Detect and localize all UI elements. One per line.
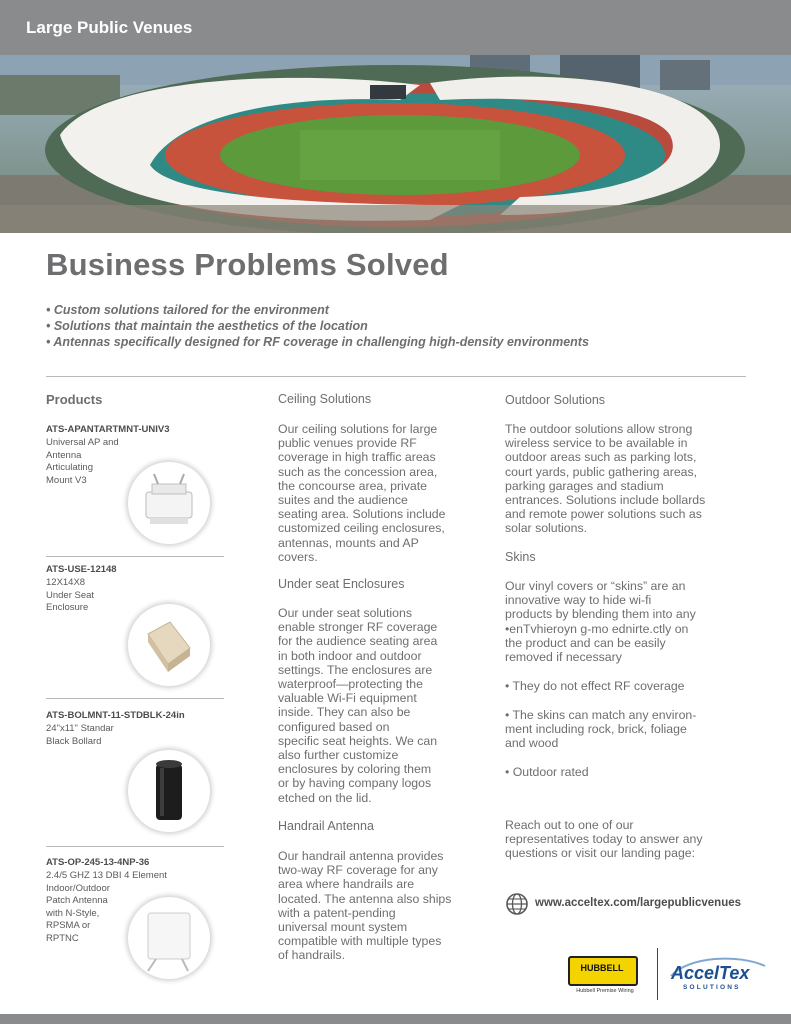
body-line: also further customize: [278, 748, 399, 763]
body-line: two-way RF coverage for any: [278, 863, 438, 878]
hubbell-tagline: Hubbell Premise Wiring: [576, 988, 634, 994]
product-desc-line: Indoor/Outdoor: [46, 882, 110, 894]
body-line: for the audience seating area: [278, 634, 438, 649]
body-line: and remote power solutions such as: [505, 507, 702, 522]
body-line: entrances. Solutions include bollards: [505, 493, 706, 508]
product-sku: ATS-APANTARTMNT-UNIV3: [46, 424, 170, 435]
product-desc-line: RPTNC: [46, 932, 79, 944]
body-line: covers.: [278, 549, 318, 564]
hubbell-wordmark: HUBBELL: [580, 963, 624, 973]
body-line: court yards, public gathering areas,: [505, 464, 698, 479]
body-line: seating area. Solutions include: [278, 507, 446, 522]
product-desc-line: Enclosure: [46, 602, 89, 613]
page-category-title: Large Public Venues: [26, 18, 193, 37]
globe-icon: [505, 892, 529, 916]
bullet-line: • Outdoor rated: [505, 765, 589, 779]
body-line: waterproof—protecting the: [278, 677, 423, 692]
skins-point: [505, 708, 755, 751]
body-line: valuable Wi-Fi equipment: [278, 691, 417, 706]
bullet-line: • They do not effect RF coverage: [505, 679, 685, 693]
page-title: Business Problems Solved: [46, 247, 449, 282]
handrail-body: [278, 849, 493, 963]
benefit-item: • Custom solutions tailored for the environment: [46, 303, 329, 317]
product-desc-line: Mount V3: [46, 474, 87, 486]
body-line: settings. The enclosures are: [278, 662, 433, 677]
body-line: of handrails.: [278, 948, 345, 963]
product-item: [46, 564, 226, 615]
section-title: Under seat Enclosures: [278, 577, 405, 591]
body-line: specific seat heights. We can: [278, 733, 438, 748]
body-line: or by having company logos: [278, 776, 432, 791]
product-sku: ATS-OP-245-13-4NP-36: [46, 857, 150, 868]
underseat-body: [278, 606, 493, 805]
stadium-aerial-photo: [0, 55, 791, 233]
body-line: Reach out to one of our: [505, 818, 634, 832]
body-line: parking garages and stadium: [505, 478, 664, 493]
body-line: Our vinyl covers or “skins” are an: [505, 579, 686, 593]
key-benefits-list: [46, 302, 589, 350]
body-line: suites and the audience: [278, 493, 408, 508]
body-line: such as the concession area,: [278, 464, 438, 479]
enclosure-image: [128, 604, 210, 686]
skins-body: [505, 579, 755, 664]
section-title: Skins: [505, 550, 536, 564]
bollard-image: [128, 750, 210, 832]
brand-logos: [566, 948, 771, 1000]
body-line: innovative way to hide wi-fi: [505, 593, 652, 608]
product-description: [46, 723, 136, 748]
bullet-line: and wood: [505, 736, 559, 751]
product-desc-line: 24"x11" Standar: [46, 723, 114, 734]
outdoor-body: [505, 422, 755, 536]
body-line: the concourse area, private: [278, 478, 428, 493]
body-line: representatives today to answer any: [505, 832, 703, 847]
benefit-item: • Antennas specifically designed for RF coverage in challenging high-density environments: [46, 335, 589, 349]
body-line: products by blending them into any: [505, 607, 696, 622]
body-line: inside. They can also be: [278, 705, 411, 720]
benefit-item: • Solutions that maintain the aesthetics of the location: [46, 319, 368, 333]
product-desc-line: Articulating: [46, 462, 93, 473]
skins-point: [505, 765, 755, 779]
bullet-line: • The skins can match any environ-: [505, 708, 697, 722]
logo-divider: [657, 948, 658, 1000]
body-line: antennas, mounts and AP: [278, 535, 419, 550]
body-line: etched on the lid.: [278, 790, 372, 805]
section-divider: [46, 376, 746, 377]
body-line: The outdoor solutions allow strong: [505, 422, 693, 436]
body-line: configured based on: [278, 719, 390, 734]
product-desc-line: Black Bollard: [46, 735, 102, 747]
product-divider: [46, 846, 224, 847]
body-line: wireless service to be available in: [505, 436, 688, 451]
product-item: [46, 424, 226, 487]
section-title: Outdoor Solutions: [505, 393, 606, 407]
product-divider: [46, 698, 224, 699]
body-line: with a patent-pending: [278, 905, 396, 920]
section-title: Ceiling Solutions: [278, 392, 372, 406]
landing-page-url[interactable]: www.acceltex.com/largepublicvenues: [535, 897, 742, 909]
body-line: universal mount system: [278, 920, 408, 935]
product-sku: ATS-BOLMNT-11-STDBLK-24in: [46, 710, 185, 721]
body-line: questions or visit our landing page:: [505, 846, 696, 861]
body-line: Our under seat solutions: [278, 606, 412, 620]
body-line: Our ceiling solutions for large: [278, 422, 438, 436]
product-divider: [46, 556, 224, 557]
contact-section: [505, 818, 765, 861]
patch-antenna-image: [128, 897, 210, 979]
header-bar: [0, 0, 791, 55]
product-desc-line: Under Seat: [46, 589, 95, 601]
acceltex-logo: [669, 954, 769, 994]
product-desc-line: RPSMA or: [46, 920, 91, 931]
body-line: compatible with multiple types: [278, 934, 442, 949]
body-line: solar solutions.: [505, 521, 588, 536]
body-line: Our handrail antenna provides: [278, 849, 444, 863]
underseat-section: [278, 577, 493, 591]
product-desc-line: 2.4/5 GHZ 13 DBI 4 Element: [46, 870, 167, 881]
footer-bar: [0, 1014, 791, 1024]
ceiling-solutions-body: [278, 422, 493, 564]
skins-point: [505, 679, 755, 693]
product-sku: ATS-USE-12148: [46, 564, 117, 575]
products-column: [46, 392, 226, 407]
body-line: customized ceiling enclosures,: [278, 521, 445, 536]
products-heading: Products: [46, 392, 103, 407]
body-line: public venues provide RF: [278, 436, 417, 451]
body-line: located. The antenna also ships: [278, 891, 452, 906]
product-item: [46, 710, 226, 748]
body-line: •enTvhieroyn g-mo ednirte.ctly on: [505, 621, 689, 636]
product-desc-line: with N-Style,: [46, 907, 100, 919]
ceiling-solutions-section: [278, 392, 493, 406]
hubbell-logo: [566, 956, 644, 996]
body-line: removed if necessary: [505, 650, 622, 665]
ap-mount-image: [128, 462, 210, 544]
skins-section: [505, 550, 755, 564]
landing-page-link[interactable]: [505, 892, 765, 916]
body-line: outdoor areas such as parking lots,: [505, 450, 697, 465]
product-description: [46, 577, 136, 615]
body-line: coverage in high traffic areas: [278, 450, 436, 465]
product-desc-line: Patch Antenna: [46, 895, 108, 906]
body-line: enable stronger RF coverage: [278, 620, 438, 635]
outdoor-section: [505, 393, 755, 407]
product-description: [46, 437, 136, 487]
body-line: area where handrails are: [278, 877, 415, 892]
body-line: enclosures by coloring them: [278, 762, 432, 777]
bullet-line: ment including rock, brick, foliage: [505, 722, 687, 737]
section-title: Handrail Antenna: [278, 819, 374, 833]
handrail-section: [278, 819, 493, 833]
product-desc-line: 12X14X8: [46, 577, 86, 588]
product-desc-line: Universal AP and Antenna: [46, 437, 119, 461]
acceltex-wordmark: AccelTex: [671, 963, 750, 983]
acceltex-tagline: SOLUTIONS: [683, 984, 741, 991]
body-line: the product and can be easily: [505, 635, 666, 650]
product-item: [46, 857, 226, 945]
body-line: in both indoor and outdoor: [278, 648, 422, 663]
